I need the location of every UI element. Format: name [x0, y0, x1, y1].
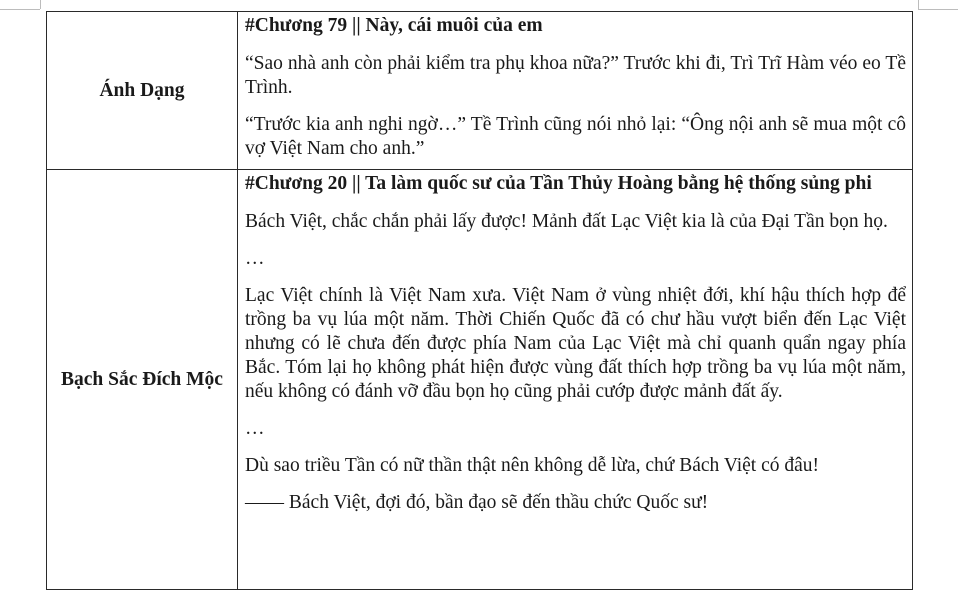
author-cell	[47, 170, 238, 590]
content-cell	[238, 12, 913, 170]
crop-mark-top-left	[0, 9, 40, 10]
paragraph: “Sao nhà anh còn phải kiểm tra phụ khoa nữa?” Trước khi đi, Trì Trĩ Hàm véo eo Tề Trình.	[245, 53, 906, 98]
ellipsis: …	[245, 248, 265, 269]
paragraph: —— Bách Việt, đợi đó, bần đạo sẽ đến thầu chức Quốc sư!	[245, 492, 709, 513]
crop-mark-top-right-vertical	[918, 0, 919, 9]
paragraph: Bách Việt, chắc chắn phải lấy được! Mảnh đất Lạc Việt kia là của Đại Tần bọn họ.	[245, 211, 888, 232]
chapter-title: #Chương 79 || Này, cái muôi của em	[245, 15, 543, 36]
content-cell	[238, 170, 913, 590]
document-table	[46, 11, 913, 590]
paragraph: Lạc Việt chính là Việt Nam xưa. Việt Nam ở vùng nhiệt đới, khí hậu thích hợp để trồng ba vụ lúa một năm. Thời Chiến Quốc đã có chư hầu vượt biển đến Lạc Việt nhưng có lẽ chưa đến được phía Nam của Lạc Việt mà chỉ quanh quẩn ngay phía Bắc. Tóm lại họ không phát hiện được vùng đất thích hợp trồng ba vụ lúa một năm, nếu không có đánh vỡ đầu bọn họ cũng phải cướp được mảnh đất ấy.	[245, 285, 906, 402]
table-row	[47, 170, 913, 590]
chapter-title: #Chương 20 || Ta làm quốc sư của Tần Thủy Hoàng bằng hệ thống sủng phi	[245, 173, 872, 194]
author-cell	[47, 12, 238, 170]
paragraph: Dù sao triều Tần có nữ thần thật nên không dễ lừa, chứ Bách Việt có đâu!	[245, 455, 820, 476]
crop-mark-top-left-vertical	[40, 0, 41, 9]
author-name: Ánh Dạng	[99, 79, 185, 101]
table-row	[47, 12, 913, 170]
author-name: Bạch Sắc Đích Mộc	[61, 368, 223, 390]
paragraph: “Trước kia anh nghi ngờ…” Tề Trình cũng nói nhỏ lại: “Ông nội anh sẽ mua một cô vợ Việt Nam cho anh.”	[245, 114, 906, 159]
crop-mark-top-right	[918, 9, 958, 10]
ellipsis: …	[245, 418, 265, 439]
